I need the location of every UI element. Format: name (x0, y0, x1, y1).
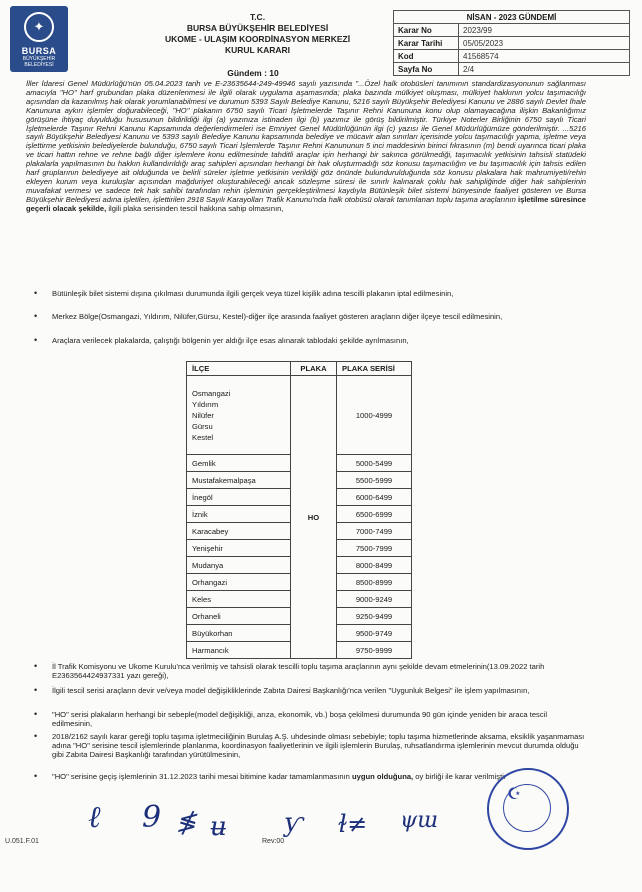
revision-label: Rev:00 (262, 838, 285, 845)
table-cell-district: Mudanya (187, 557, 291, 574)
list-item (26, 289, 586, 298)
meta-value: 05/05/2023 (459, 37, 630, 50)
final-emphasis: uygun olduğuna, (352, 772, 414, 781)
meta-value: 2/4 (459, 63, 630, 76)
list-item-text: Bütünleşik bilet sistemi dışına çıkılması durumunda ilgili gerçek veya tüzel kişilik adına tescilli plakanın iptal edilmesinin, (52, 289, 454, 298)
table-cell-district (187, 376, 291, 455)
column-header-district: İLÇE (187, 362, 291, 376)
district-name: Kestel (192, 432, 214, 442)
table-cell-district: Harmancık (187, 642, 291, 659)
table-cell-series: 6000-6499 (337, 489, 412, 506)
table-cell-district: Orhangazi (187, 574, 291, 591)
table-cell-series: 7000-7499 (337, 523, 412, 540)
crest-icon: ✦ (24, 12, 54, 42)
meta-key: Karar No (394, 24, 459, 37)
bullet-icon: • (34, 731, 38, 741)
bullet-icon: • (34, 709, 38, 719)
table-cell-district: Yenişehir (187, 540, 291, 557)
district-name: Osmangazi (192, 388, 231, 398)
signature: ℓ (88, 800, 101, 835)
agenda-number: Gündem : 10 (227, 68, 279, 78)
plate-series-table (186, 361, 412, 659)
table-cell-series: 5000-5499 (337, 455, 412, 472)
list-item-text: İl Trafik Komisyonu ve Ukome Kurulu'nca verilmiş ve tahsisli olarak tescilli toplu taşıma araçlarının aynı şekilde devam etmelerinin(13.09.2022 tarih E2363564424937331 yazı gereği), (52, 662, 545, 680)
signature: ψɯ (400, 808, 439, 833)
meta-key: Sayfa No (394, 63, 459, 76)
paragraph-emphasis: işletilme süresince geçerli olacak şekilde, (26, 194, 586, 213)
table-cell-series: 7500-7999 (337, 540, 412, 557)
meta-key: Kod (394, 50, 459, 63)
table-cell-plate: HO (291, 376, 337, 659)
list-item-text: İlgili tescil serisi araçların devir ve/veya model değişikliklerinde Zabıta Dairesi Başkanlığı'nca verilen "Uygunluk Belgesi" ile işlem yapılmasının, (52, 686, 530, 695)
paragraph-text: İller İdaresi Genel Müdürlüğü'nün 05.04.2023 tarih ve E-23635644-249-49946 sayılı yazısında "...Özel halk otobüsleri tanımının standardizasyonunun sağlanması amacıyla "HO" harf grubundan plaka düzenlenmesi ile ilgili olarak uygulama aşamasında; plaka bazında mülkiyet oluşması, mülkiyet hakkının yolcu taşımacılığı açısından da kazanılmış hak olarak yorumlanabilmesi ve durumun 5393 Sayılı Belediye Kanunu, 5216 sayılı Büyükşehir Belediyesi Kanunu ve 2886 sayılı Devlet İhale Kanununa aykırı işlemler doğurabileceği, "HO" plakanın 6750 sayılı Ticari İşletmelerde Taşınır Rehni Kanununa konu olup olamayacağına ilişkin Bakanlığımız görüşüne ihtiyaç duyulduğu hususunun bildirildiği ilgi (a) yazınıza istinaden ilgi (b) yazımız ile görüş bildirilmiştir. Türkiye Noterler Birliğinin 6750 sayılı Ticari İşletmelerde Taşınır Rehni Kanunu Kapsamında değerlendirmeleri ise Emniyet Genel Müdürlüğünün ilgi (c) yazısı ile Genel Müdürlüğümüze gönderilmiştir. ...5216 sayılı Büyükşehir Belediyesi Kanunu ve 5393 sayılı Belediye Kanunu kapsamında belediye ve mücavir alan sınırları içerisinde yolcu taşımacılığı yapma, işletme veya işlettirme yetkisinin belediyelerde bulunduğu, 6750 sayılı Ticari İşlemlerde Taşınır Rehni Kanununun 5 inci maddesinin birinci fıkrasının (m) bendi uyarınca ticari plaka ve ticari hattın rehne ve rehne bağlı diğer işlemlere konu edilmesinde tahditli araçlar için herhangi bir sakınca görülmediği, taşımacılık yetkisinin tahsisli statüdeki plakalarla yapılmasının bu hakkın kullandırıldığı araç sahipleri açısından herhangi bir hak oluşturmadığı söz konusu taşımacılığın ve bu taşımacılık için tahsis edilen harf gruplarının belediyeye ait olduğunda ve belirli süreler işletme yetkisinin verildiği göz önünde bulundurulduğunda söz konusu plakalara hak mahrumiyeti/rehin ekleyen kurum veya kuruluşlar açısından mağduriyet oluşturabileceği ancak sözleşme süresi ile sınırlı kalınarak çoklu hak sahipliğinde diğer hak sahiplerinin muvafakat vermesi ve sadece tek hak sahibi tarafından rehin işleminin gerçekleştirilmesi kaydıyla Bütünleşik bilet sistemi bünyesinde faaliyet gösteren ve Bursa Büyükşehir Belediyesi adına işletilen, işlettirilen 2918 Sayılı Karayolları Trafik Kanunu'nda halk otobüsü olarak tanımlanan toplu taşıma araçlarının (26, 79, 586, 204)
table-cell-series: 5500-5999 (337, 472, 412, 489)
decision-body-paragraph (26, 80, 586, 214)
table-cell-district: İnegöl (187, 489, 291, 506)
table-cell-district: Gemlik (187, 455, 291, 472)
bullet-icon: • (34, 661, 38, 671)
final-text: "HO" serisine geçiş işlemlerinin 31.12.2023 tarihi mesai bitimine kadar tamamlanmasının (52, 772, 352, 781)
bullet-icon: • (34, 335, 38, 345)
signature: ɫ≠ (338, 810, 368, 838)
district-name: Gürsu (192, 421, 213, 431)
bullet-icon: • (34, 288, 38, 298)
bullet-icon: • (34, 311, 38, 321)
meta-value: 41568574 (459, 50, 630, 63)
column-header-series: PLAKA SERİSİ (337, 362, 412, 376)
signature: ʉ (210, 812, 227, 842)
table-cell-district: Karacabey (187, 523, 291, 540)
logo-name: BURSA (21, 46, 57, 56)
crescent-star-icon: ☪ (507, 786, 522, 803)
signature: ≸ (176, 808, 197, 836)
bullet-icon: • (34, 771, 38, 781)
list-item (26, 662, 586, 680)
table-row (187, 376, 412, 455)
title-line: BURSA BÜYÜKŞEHİR BELEDİYESİ (186, 23, 329, 33)
table-cell-series: 8500-8999 (337, 574, 412, 591)
table-cell-series: 1000-4999 (337, 376, 412, 455)
municipality-logo (10, 6, 68, 72)
form-code: U.051.F.01 (5, 838, 39, 845)
list-item (26, 710, 586, 728)
decision-meta-table (393, 10, 630, 76)
list-item (26, 686, 586, 695)
table-cell-series: 9250-9499 (337, 608, 412, 625)
meta-key: Karar Tarihi (394, 37, 459, 50)
table-cell-district: Mustafakemalpaşa (187, 472, 291, 489)
list-item-text: Merkez Bölge(Osmangazi, Yıldırım, Nilüfer,Gürsu, Kestel)-diğer ilçe arasında faaliyet gösteren araçların diğer ilçeye tescil edilmesinin, (52, 312, 503, 321)
table-cell-series: 6500-6999 (337, 506, 412, 523)
list-item (26, 312, 586, 321)
table-cell-series: 8000-8499 (337, 557, 412, 574)
column-header-plate: PLAKA (291, 362, 337, 376)
list-item-text: Araçlara verilecek plakalarda, çalıştığı bölgenin yer aldığı ilçe esas alınarak tablodaki şekilde ayrılmasının, (52, 336, 409, 345)
table-cell-district: Orhaneli (187, 608, 291, 625)
table-cell-district: Keles (187, 591, 291, 608)
title-line: KURUL KARARI (224, 45, 290, 55)
table-cell-series: 9000-9249 (337, 591, 412, 608)
meta-heading: NİSAN - 2023 GÜNDEMİ (394, 11, 630, 24)
list-item-text: 2018/2162 sayılı karar gereği toplu taşıma işletmeciliğinin Burulaş A.Ş. uhdesinde olması sebebiyle; toplu taşıma hizmetlerinde aksama, eksiklik yaşanmaması adına "HO" serisine tescil işlemlerinde planlanma, koordinasyon faaliyetlerinin ve ilgili işlemlerin Burulaş, ruhsatlandırma işlemlerinin mevcut durumda olduğu gibi Zabıta Dairesi Başkanlığı tarafından yürütülmesinin, (52, 732, 585, 759)
final-text-end: oy birliği ile karar verilmiştir (413, 772, 507, 781)
list-item-text: "HO" serisi plakaların herhangi bir sebeple(model değişikliği, arıza, ekonomik, vb.) boşa çekilmesi durumunda 90 gün içinde yeniden bir araca tescil edilmesinin, (52, 710, 548, 728)
logo-subtitle: BÜYÜKŞEHİR BELEDİYESİ (22, 56, 56, 68)
district-name: Yıldırım (192, 399, 219, 409)
table-cell-series: 9750-9999 (337, 642, 412, 659)
district-name: Nilüfer (192, 410, 214, 420)
bullet-icon: • (34, 685, 38, 695)
list-item (26, 336, 586, 345)
list-item (26, 732, 586, 759)
signature: 9 (142, 800, 162, 835)
title-line: T.C. (249, 12, 266, 22)
table-cell-district: Büyükorhan (187, 625, 291, 642)
title-line: UKOME - ULAŞIM KOORDİNASYON MERKEZİ (164, 34, 351, 44)
paragraph-end: ilgili plaka serisinden tescil hakkına sahip olmasının, (108, 203, 284, 213)
official-seal (487, 768, 569, 850)
table-cell-district: İznik (187, 506, 291, 523)
document-title (120, 12, 395, 56)
signature: ƴ (284, 808, 304, 838)
table-cell-series: 9500-9749 (337, 625, 412, 642)
meta-value: 2023/99 (459, 24, 630, 37)
